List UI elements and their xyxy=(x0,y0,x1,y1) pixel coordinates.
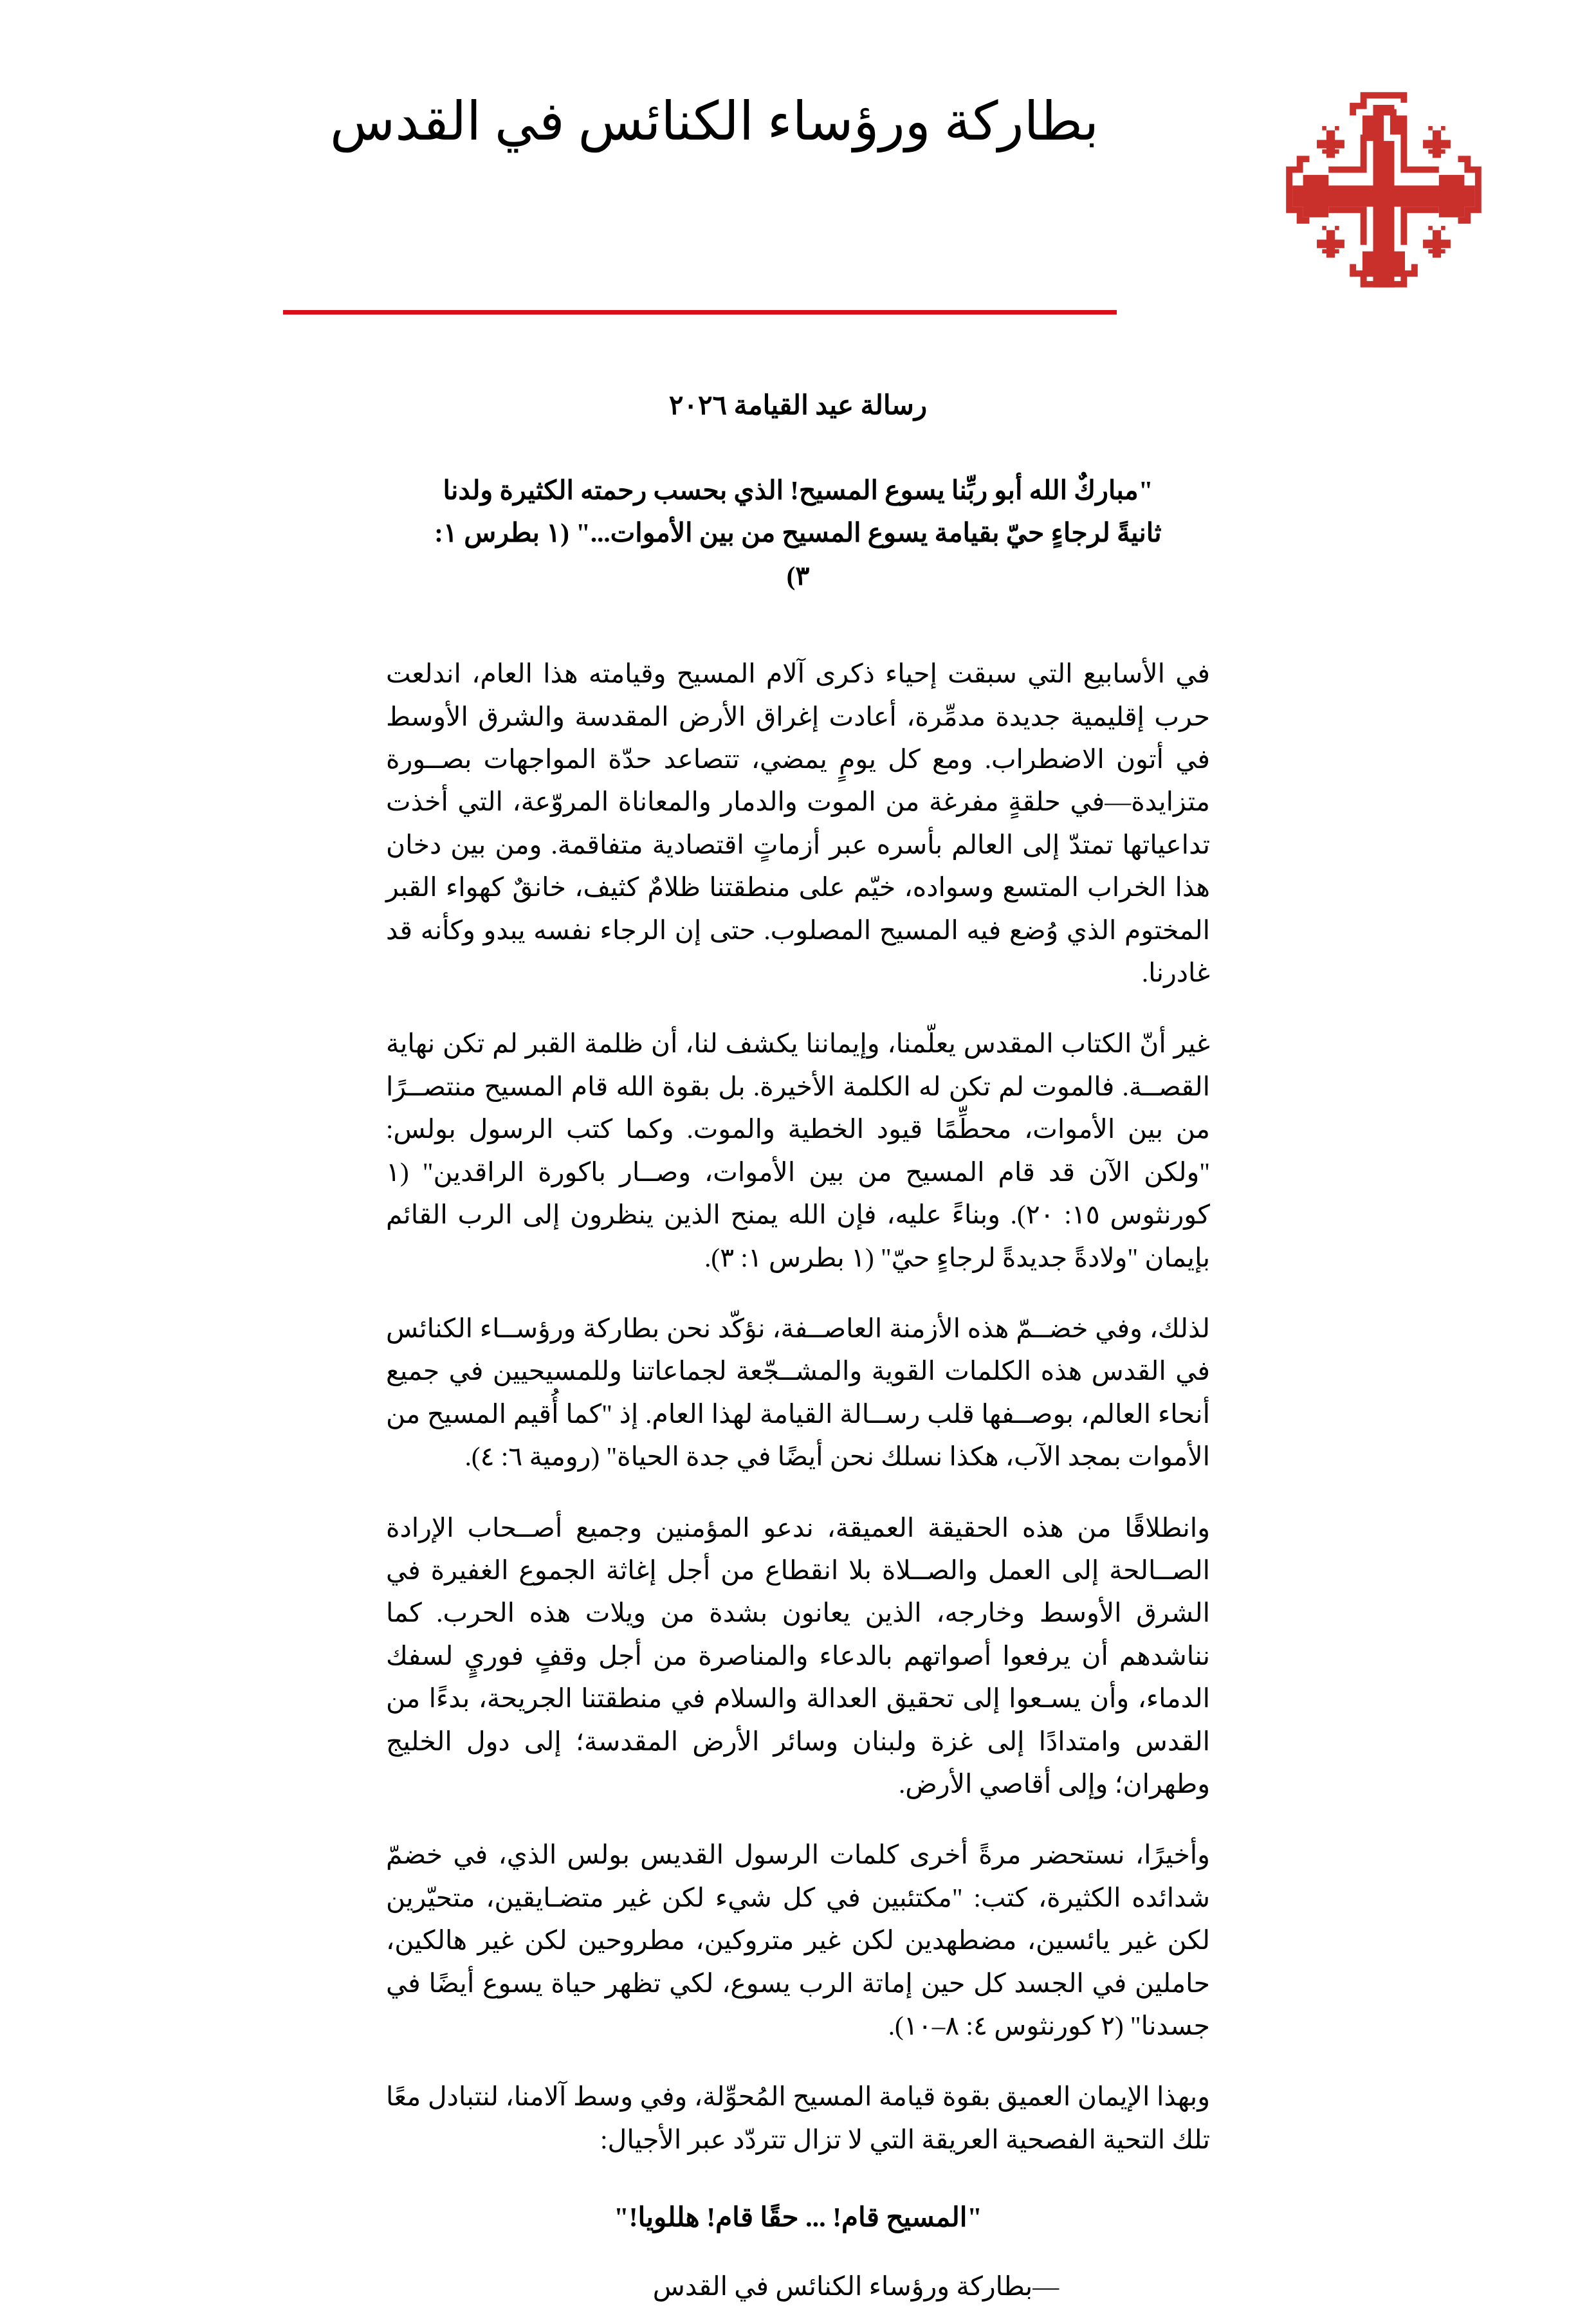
body-paragraph: في الأسابيع التي سبقت إحياء ذكرى آلام المسيح وقيامته هذا العام، اندلعت حرب إقليمية جديدة مدمِّرة، أعادت إغراق الأرض المقدسة والشرق الأوسط في أتون الاضطراب. ومع كل يومٍ يمضي، تتصاعد حدّة المواجهات بصــورة متزايدة—في حلقةٍ مفرغة من الموت والدمار والمعاناة المروّعة، التي أخذت تداعياتها تمتدّ إلى العالم بأسره عبر أزماتٍ اقتصادية متفاقمة. ومن بين دخان هذا الخراب المتسع وسواده، خيّم على منطقتنا ظلامٌ كثيف، خانقٌ كهواء القبر المختوم الذي وُضع فيه المسيح المصلوب. حتى إن الرجاء نفسه يبدو وكأنه قد غادرنا. xyxy=(386,659,1210,988)
body-paragraph: لذلك، وفي خضــمّ هذه الأزمنة العاصــفة، نؤكّد نحن بطاركة ورؤســاء الكنائس في القدس هذه الكلمات القوية والمشــجّعة لجماعاتنا وللمسيحيين في جميع أنحاء العالم، بوصــفها قلب رســالة القيامة لهذا العام. إذ "كما أُقيم المسيح من الأموات بمجد الآب، هكذا نسلك نحن أيضًا في جدة الحياة" (رومية ٦: ٤). xyxy=(386,1313,1210,1472)
document-body xyxy=(386,386,1210,2308)
paschal-acclamation: "المسيح قام! ... حقًا قام! هللويا!" xyxy=(614,2203,982,2233)
body-paragraph: وانطلاقًا من هذه الحقيقة العميقة، ندعو المؤمنين وجميع أصــحاب الإرادة الصــالحة إلى العمل والصــلاة بلا انقطاع من أجل إغاثة الجموع الغفيرة في الشرق الأوسط وخارجه، الذين يعانون بشدة من ويلات هذه الحرب. كما نناشدهم أن يرفعوا أصواتهم بالدعاء والمناصرة من أجل وقفٍ فوريٍ لسفك الدماء، وأن يسـعوا إلى تحقيق العدالة والسلام في منطقتنا الجريحة، بدءًا من القدس وامتدادًا إلى غزة ولبنان وسائر الأرض المقدسة؛ إلى دول الخليج وطهران؛ وإلى أقاصي الأرض. xyxy=(386,1512,1210,1799)
letterhead-divider xyxy=(283,310,1117,315)
body-paragraph: وأخيرًا، نستحضر مرةً أخرى كلمات الرسول القديس بولس الذي، في خضمّ شدائده الكثيرة، كتب: "مكتئبين في كل شيء لكن غير متضـايقين، متحيّرين لكن غير يائسين، مضطهدين لكن غير متروكين، مطروحين لكن غير هالكين، حاملين في الجسد كل حين إماتة الرب يسوع، لكي تظهر حياة يسوع أيضًا في جسدنا" (٢ كورنثوس ٤: ٨–١٠). xyxy=(386,1840,1210,2040)
body-paragraph: غير أنّ الكتاب المقدس يعلّمنا، وإيماننا يكشف لنا، أن ظلمة القبر لم تكن نهاية القصــة. فالموت لم تكن له الكلمة الأخيرة. بل بقوة الله قام المسيح منتصــرًا من بين الأموات، محطِّمًا قيود الخطية والموت. وكما كتب الرسول بولس: "ولكن الآن قد قام المسيح من بين الأموات، وصــار باكورة الراقدين" (١ كورنثوس ١٥: ٢٠). وبناءً عليه، فإن الله يمنح الذين ينظرون إلى الرب القائم بإيمان "ولادةً جديدةً لرجاءٍ حيّ" (١ بطرس ١: ٣). xyxy=(386,1029,1210,1272)
signature-line: —بطاركة ورؤساء الكنائس في القدس xyxy=(652,2271,1059,2302)
letterhead-title: بطاركة ورؤساء الكنائس في القدس xyxy=(329,92,1099,151)
scripture-epigraph: "مباركٌ الله أبو ربِّنا يسوع المسيح! الذي بحسب رحمته الكثيرة ولدنا ثانيةً لرجاءٍ حيّ بقيامة يسوع المسيح من بين الأموات..." (١ بطرس ١: ٣) xyxy=(434,475,1162,591)
jerusalem-cross-icon xyxy=(1274,84,1493,296)
body-paragraph: وبهذا الإيمان العميق بقوة قيامة المسيح المُحوِّلة، وفي وسط آلامنا، لنتبادل معًا تلك التحية الفصحية العريقة التي لا تزال تتردّد عبر الأجيال: xyxy=(386,2082,1210,2154)
letterhead xyxy=(0,76,1596,288)
logo-container xyxy=(1274,84,1493,296)
document-subtitle: رسالة عيد القيامة ٢٠٢٦ xyxy=(668,391,928,421)
